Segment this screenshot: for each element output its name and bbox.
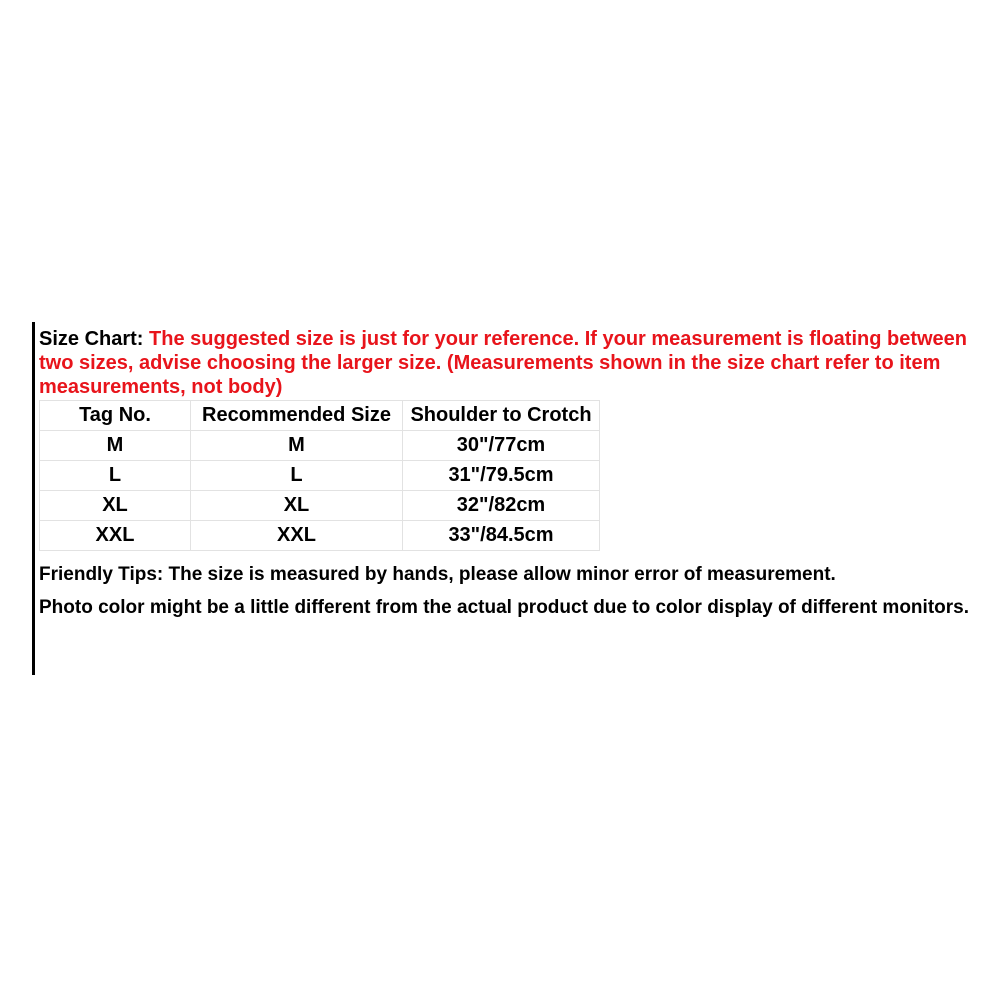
cell-tag-no: M [40, 431, 191, 461]
cell-shoulder-to-crotch: 31"/79.5cm [403, 461, 600, 491]
table-row [40, 461, 600, 491]
friendly-tips: Friendly Tips: The size is measured by hands, please allow minor error of measurement. [39, 564, 836, 585]
cell-shoulder-to-crotch: 30"/77cm [403, 431, 600, 461]
table-row [40, 431, 600, 461]
size-chart-intro [39, 327, 979, 399]
size-chart-label: Size Chart: [39, 328, 144, 350]
cell-tag-no: XL [40, 491, 191, 521]
photo-color-note: Photo color might be a little different from the actual product due to color display of different monitors. [39, 597, 969, 618]
cell-shoulder-to-crotch: 32"/82cm [403, 491, 600, 521]
cell-tag-no: XXL [40, 521, 191, 551]
cell-recommended-size: M [191, 431, 403, 461]
cell-recommended-size: XXL [191, 521, 403, 551]
table-header-row [40, 401, 600, 431]
cell-recommended-size: L [191, 461, 403, 491]
header-shoulder-to-crotch: Shoulder to Crotch [403, 401, 600, 431]
size-chart-section [39, 327, 989, 620]
cell-tag-no: L [40, 461, 191, 491]
size-reference-note: The suggested size is just for your reference. If your measurement is floating between two sizes, advise choosing the larger size. (Measurements shown in the size chart refer to item measurements, not body) [39, 328, 968, 398]
cell-shoulder-to-crotch: 33"/84.5cm [403, 521, 600, 551]
cell-recommended-size: XL [191, 491, 403, 521]
table-row [40, 491, 600, 521]
size-table [39, 400, 600, 551]
header-recommended-size: Recommended Size [191, 401, 403, 431]
table-row [40, 521, 600, 551]
header-tag-no: Tag No. [40, 401, 191, 431]
left-border-rule [32, 322, 35, 675]
